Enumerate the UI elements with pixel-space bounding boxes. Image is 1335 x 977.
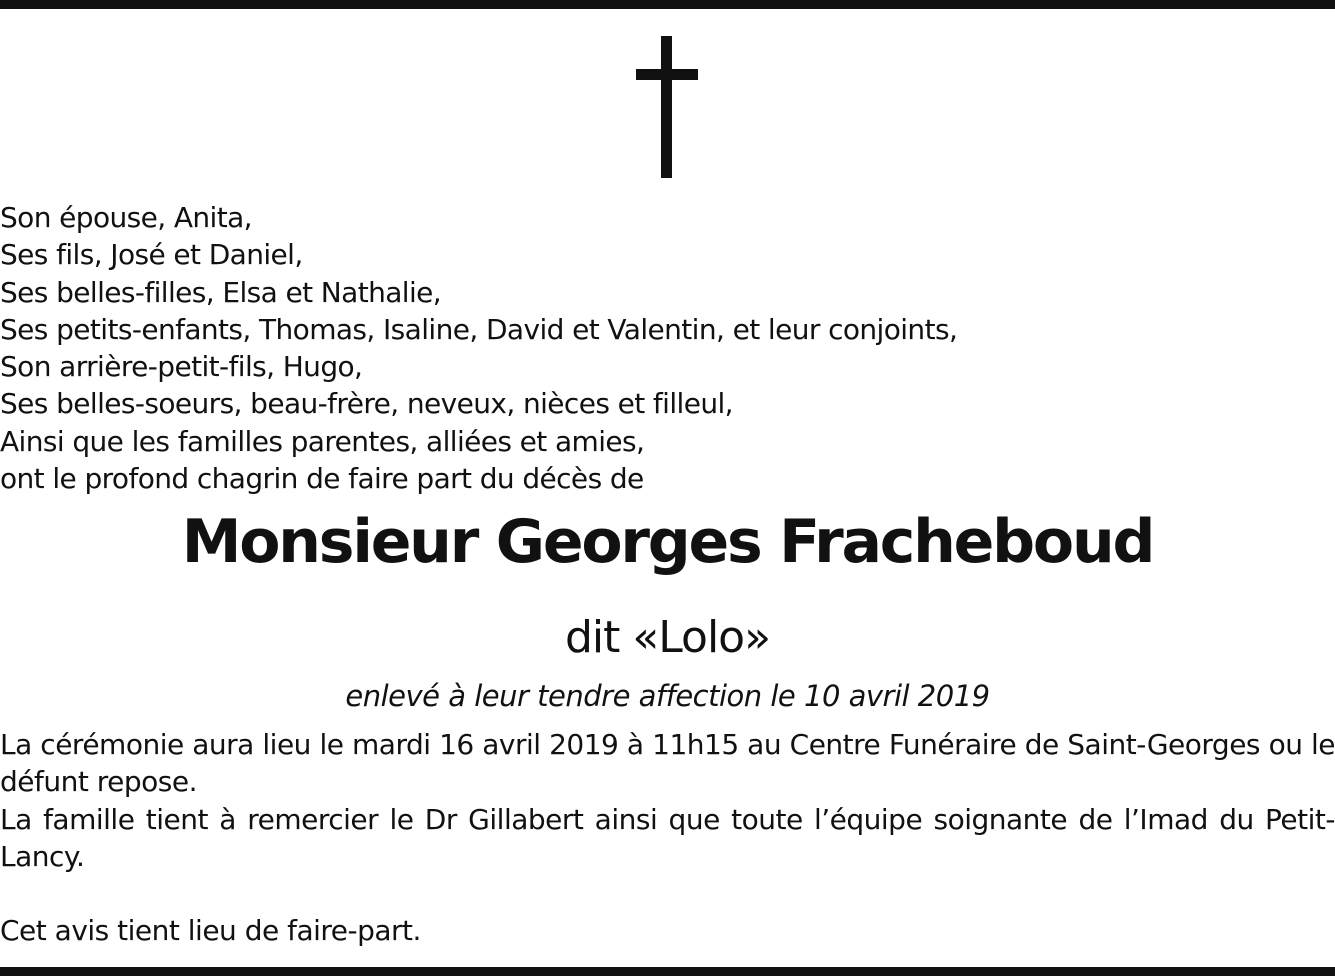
passing-line: enlevé à leur tendre affection le 10 avril 2019: [345, 679, 990, 713]
nickname: dit «Lolo»: [564, 612, 771, 663]
ceremony-block: [0, 726, 1335, 875]
deceased-name: Monsieur Georges Fracheboud: [181, 507, 1154, 577]
family-line: Ses belles-soeurs, beau-frère, neveux, nièces et filleul,: [0, 387, 733, 421]
ceremony-text: La cérémonie aura lieu le mardi 16 avril 2019 à 11h15 au Centre Funéraire de Saint-Georges ou le défunt repose.: [0, 728, 1335, 799]
family-line: Ainsi que les familles parentes, alliées et amies,: [0, 424, 645, 458]
family-line: ont le profond chagrin de faire part du décès de: [0, 462, 644, 496]
top-border-rule: [0, 0, 1335, 9]
bottom-border-rule: [0, 967, 1335, 976]
thanks-text: La famille tient à remercier le Dr Gillabert ainsi que toute l’équipe soignante de l’Imad du Petit-Lancy.: [0, 802, 1335, 873]
notice-text: Cet avis tient lieu de faire-part.: [0, 914, 421, 947]
cross-icon: [636, 36, 698, 178]
family-list: [0, 199, 957, 497]
family-line: Ses belles-filles, Elsa et Nathalie,: [0, 275, 442, 309]
family-line: Son épouse, Anita,: [0, 201, 252, 234]
family-line: Ses petits-enfants, Thomas, Isaline, David et Valentin, et leur conjoints,: [0, 312, 958, 346]
family-line: Son arrière-petit-fils, Hugo,: [0, 350, 363, 384]
family-line: Ses fils, José et Daniel,: [0, 238, 303, 272]
